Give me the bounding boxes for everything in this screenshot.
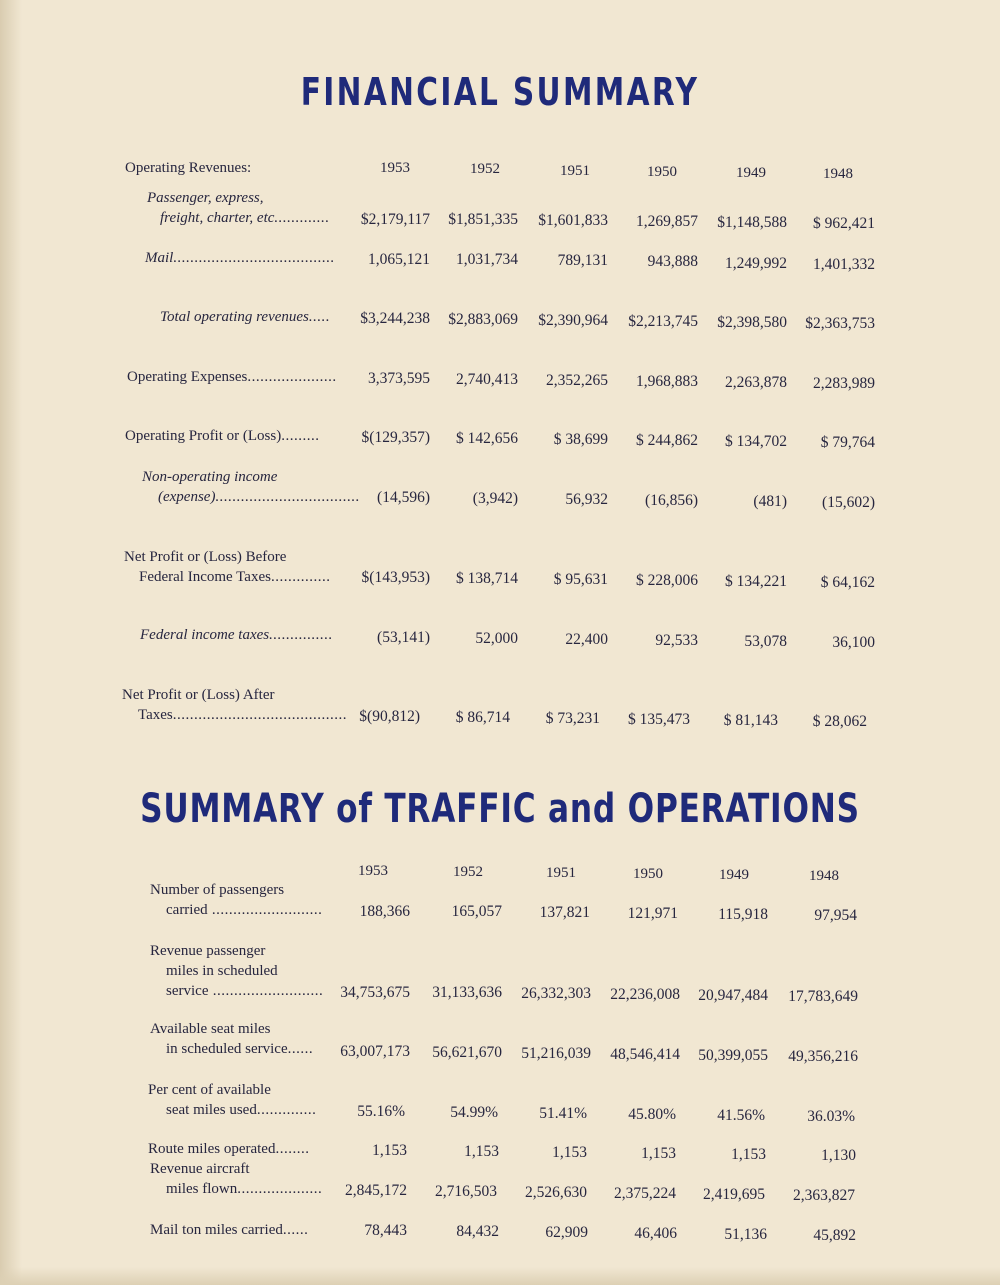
ops-asm-1949: 50,399,055	[698, 1047, 768, 1064]
fin-mail-1948: 1,401,332	[813, 256, 875, 273]
fin-expenses-1953: 3,373,595	[368, 370, 430, 387]
fin-passenger-1951: $1,601,833	[538, 212, 608, 229]
ops-mail-1948: 45,892	[813, 1227, 856, 1244]
ops-route-1950: 1,153	[641, 1145, 676, 1162]
ops-year-1950: 1950	[633, 866, 663, 882]
ops-passengers-1951: 137,821	[539, 904, 590, 921]
ops-asm-1950: 48,546,414	[610, 1046, 680, 1063]
aircraft-miles-label-1: Revenue aircraft	[150, 1161, 250, 1177]
fin-fed-tax-1950: 92,533	[655, 632, 698, 649]
ops-pct-1950: 45.80%	[628, 1106, 676, 1123]
ops-rpm-1953: 34,753,675	[340, 984, 410, 1001]
ops-rpm-1949: 20,947,484	[698, 987, 768, 1004]
fin-op-profit-1951: $ 38,699	[553, 431, 608, 448]
non-operating-income-label-1: Non-operating income	[142, 469, 278, 485]
fin-mail-1953: 1,065,121	[368, 251, 430, 268]
ops-mail-1951: 62,909	[545, 1224, 588, 1241]
passengers-carried-label-2: carried ..........................	[166, 902, 323, 918]
ops-rpm-1952: 31,133,636	[432, 984, 502, 1001]
year-1953: 1953	[380, 160, 410, 176]
net-profit-after-label-2: Taxes.........................................	[138, 707, 348, 723]
ops-aircraft-1948: 2,363,827	[793, 1187, 855, 1204]
net-profit-after-label-1: Net Profit or (Loss) After	[122, 687, 275, 703]
fin-passenger-1948: $ 962,421	[813, 215, 875, 232]
fin-passenger-1949: $1,148,588	[717, 214, 787, 231]
fin-net-before-1950: $ 228,006	[636, 572, 698, 589]
fin-passenger-1950: 1,269,857	[636, 213, 698, 230]
fin-net-after-1949: $ 81,143	[723, 712, 778, 729]
fin-op-profit-1949: $ 134,702	[725, 433, 787, 450]
passenger-express-label-2: freight, charter, etc.............	[160, 210, 330, 226]
ops-aircraft-1951: 2,526,630	[525, 1184, 587, 1201]
fin-net-before-1949: $ 134,221	[725, 573, 787, 590]
percent-seat-miles-label-2: seat miles used..............	[166, 1102, 317, 1118]
ops-passengers-1952: 165,057	[451, 903, 502, 920]
ops-route-1953: 1,153	[372, 1142, 407, 1159]
fin-expenses-1950: 1,968,883	[636, 373, 698, 390]
year-1952: 1952	[470, 161, 500, 177]
ops-pct-1952: 54.99%	[450, 1104, 498, 1121]
ops-rpm-1951: 26,332,303	[521, 985, 591, 1002]
fin-total-rev-1951: $2,390,964	[538, 312, 608, 329]
fin-net-before-1951: $ 95,631	[553, 571, 608, 588]
ops-asm-1952: 56,621,670	[432, 1044, 502, 1061]
page-bottom-shadow	[0, 1267, 1000, 1285]
fin-fed-tax-1948: 36,100	[832, 634, 875, 651]
fin-total-rev-1948: $2,363,753	[805, 315, 875, 332]
fin-total-rev-1953: $3,244,238	[360, 310, 430, 327]
ops-year-1951: 1951	[546, 865, 576, 881]
fin-mail-1951: 789,131	[557, 252, 608, 269]
aircraft-miles-label-2: miles flown....................	[166, 1181, 323, 1197]
fin-net-after-1953: $(90,812)	[359, 708, 420, 725]
fin-passenger-1952: $1,851,335	[448, 211, 518, 228]
fin-op-profit-1950: $ 244,862	[636, 432, 698, 449]
ops-pct-1951: 51.41%	[539, 1105, 587, 1122]
ops-route-1951: 1,153	[552, 1144, 587, 1161]
ops-passengers-1949: 115,918	[718, 906, 768, 923]
fin-fed-tax-1949: 53,078	[744, 633, 787, 650]
ops-aircraft-1950: 2,375,224	[614, 1185, 676, 1202]
ops-passengers-1950: 121,971	[627, 905, 678, 922]
ops-aircraft-1949: 2,419,695	[703, 1186, 765, 1203]
fin-nonop-1949: (481)	[753, 493, 787, 510]
fin-mail-1949: 1,249,992	[725, 255, 787, 272]
page-edge-shadow	[0, 0, 22, 1285]
non-operating-income-label-2: (expense)..................................	[158, 489, 360, 505]
fin-expenses-1949: 2,263,878	[725, 374, 787, 391]
rev-passenger-miles-label-2: miles in scheduled	[166, 963, 278, 979]
net-profit-before-label-1: Net Profit or (Loss) Before	[124, 549, 287, 565]
year-1948: 1948	[823, 166, 853, 182]
fin-total-rev-1949: $2,398,580	[717, 314, 787, 331]
ops-year-1953: 1953	[358, 863, 388, 879]
ops-mail-1952: 84,432	[456, 1223, 499, 1240]
ops-mail-1949: 51,136	[724, 1226, 767, 1243]
operating-profit-label: Operating Profit or (Loss).........	[125, 428, 320, 444]
operating-revenues-header: Operating Revenues:	[125, 160, 252, 176]
fin-net-after-1952: $ 86,714	[455, 709, 510, 726]
fin-op-profit-1948: $ 79,764	[820, 434, 875, 451]
fin-op-profit-1952: $ 142,656	[456, 430, 518, 447]
route-miles-label: Route miles operated........	[148, 1141, 310, 1157]
ops-passengers-1953: 188,366	[359, 903, 410, 920]
year-1949: 1949	[736, 165, 766, 181]
fin-net-before-1953: $(143,953)	[361, 569, 430, 586]
ops-rpm-1948: 17,783,649	[788, 988, 858, 1005]
operating-expenses-label: Operating Expenses.....................	[127, 369, 337, 385]
fin-mail-1952: 1,031,734	[456, 251, 518, 268]
fin-passenger-1953: $2,179,117	[360, 211, 430, 228]
fin-fed-tax-1951: 22,400	[565, 631, 608, 648]
passengers-carried-label-1: Number of passengers	[150, 882, 285, 898]
rev-passenger-miles-label-1: Revenue passenger	[150, 943, 266, 959]
financial-summary-title: FINANCIAL SUMMARY	[300, 70, 700, 114]
ops-route-1949: 1,153	[731, 1146, 766, 1163]
ops-asm-1951: 51,216,039	[521, 1045, 591, 1062]
rev-passenger-miles-label-3: service ..........................	[166, 983, 324, 999]
ops-year-1952: 1952	[453, 864, 483, 880]
fin-fed-tax-1953: (53,141)	[377, 629, 430, 646]
mail-label: Mail......................................	[145, 250, 335, 266]
ops-route-1952: 1,153	[464, 1143, 499, 1160]
ops-asm-1953: 63,007,173	[340, 1043, 410, 1060]
fin-net-after-1948: $ 28,062	[812, 713, 867, 730]
fin-expenses-1948: 2,283,989	[813, 375, 875, 392]
ops-pct-1948: 36.03%	[807, 1108, 855, 1125]
fin-mail-1950: 943,888	[647, 253, 698, 270]
ops-year-1949: 1949	[719, 867, 749, 883]
net-profit-before-label-2: Federal Income Taxes..............	[139, 569, 331, 585]
fin-nonop-1948: (15,602)	[822, 494, 875, 511]
fin-net-after-1950: $ 135,473	[628, 711, 690, 728]
ops-passengers-1948: 97,954	[814, 907, 857, 924]
ops-aircraft-1952: 2,716,503	[435, 1183, 497, 1200]
fin-net-before-1948: $ 64,162	[820, 574, 875, 591]
fin-total-rev-1952: $2,883,069	[448, 311, 518, 328]
passenger-express-label-1: Passenger, express,	[147, 190, 264, 206]
mail-ton-miles-label: Mail ton miles carried......	[150, 1222, 309, 1238]
ops-mail-1953: 78,443	[364, 1222, 407, 1239]
ops-pct-1949: 41.56%	[717, 1107, 765, 1124]
fin-net-after-1951: $ 73,231	[545, 710, 600, 727]
fin-net-before-1952: $ 138,714	[456, 570, 518, 587]
year-1950: 1950	[647, 164, 677, 180]
fin-nonop-1951: 56,932	[565, 491, 608, 508]
fin-fed-tax-1952: 52,000	[475, 630, 518, 647]
federal-income-taxes-label: Federal income taxes...............	[140, 627, 333, 643]
available-seat-miles-label-2: in scheduled service......	[166, 1041, 314, 1057]
ops-year-1948: 1948	[809, 868, 839, 884]
ops-mail-1950: 46,406	[634, 1225, 677, 1242]
fin-total-rev-1950: $2,213,745	[628, 313, 698, 330]
ops-aircraft-1953: 2,845,172	[345, 1182, 407, 1199]
available-seat-miles-label-1: Available seat miles	[150, 1021, 271, 1037]
fin-nonop-1952: (3,942)	[472, 490, 518, 507]
ops-asm-1948: 49,356,216	[788, 1048, 858, 1065]
fin-expenses-1952: 2,740,413	[456, 371, 518, 388]
ops-rpm-1950: 22,236,008	[610, 986, 680, 1003]
ops-route-1948: 1,130	[821, 1147, 856, 1164]
percent-seat-miles-label-1: Per cent of available	[148, 1082, 271, 1098]
total-operating-revenues-label: Total operating revenues.....	[160, 309, 331, 325]
ops-pct-1953: 55.16%	[357, 1103, 405, 1120]
year-1951: 1951	[560, 163, 590, 179]
fin-nonop-1953: (14,596)	[377, 489, 430, 506]
fin-nonop-1950: (16,856)	[645, 492, 698, 509]
traffic-operations-title: SUMMARY of TRAFFIC and OPERATIONS	[140, 786, 860, 832]
fin-expenses-1951: 2,352,265	[546, 372, 608, 389]
fin-op-profit-1953: $(129,357)	[361, 429, 430, 446]
